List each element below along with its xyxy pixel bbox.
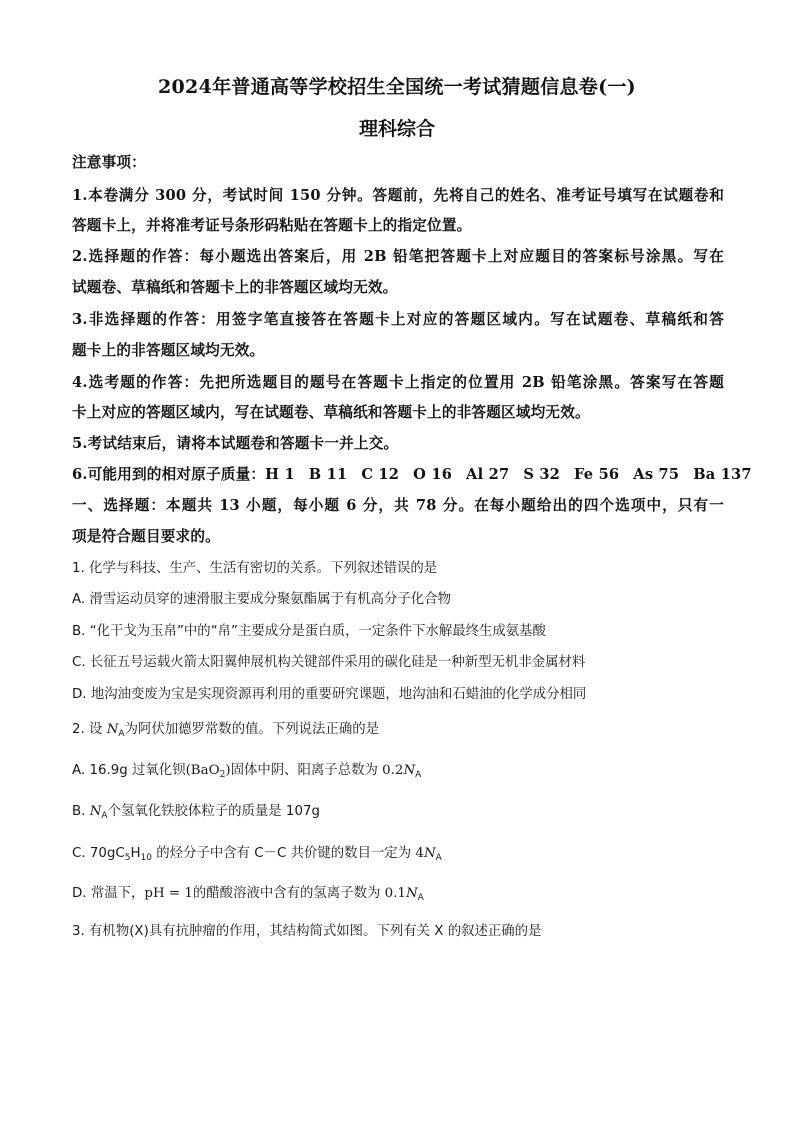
question-1-option-c: C. 长征五号运载火箭太阳翼伸展机构关键部件采用的碳化硅是一种新型无机非金属材料 — [72, 655, 586, 670]
option-a-text-2: 固体中阴、阳离子总数为 — [230, 763, 383, 778]
question-2-option-b — [72, 800, 724, 819]
atomic-mass-c: C 12 — [361, 466, 400, 483]
option-d-value: 0.1 — [384, 886, 406, 901]
question-1-option-b: B. “化干戈为玉帛”中的“帛”主要成分是蛋白质，一定条件下水解最终生成氨基酸 — [72, 624, 546, 639]
atomic-mass-as: As 75 — [633, 466, 680, 483]
bao2-formula-sub: 2 — [219, 770, 226, 780]
option-b-label: B. — [72, 804, 90, 819]
option-a-value: 0.2 — [382, 763, 404, 778]
question-3-stem: 3. 有机物(X)具有抗肿瘤的作用，其结构简式如图。下列有关 X 的叙述正确的是 — [72, 924, 542, 939]
question-2-number: 2. 设 — [72, 722, 107, 737]
atomic-mass-ba: Ba 137 — [693, 466, 752, 483]
option-c-hydrogen: H — [130, 846, 141, 861]
question-2-option-c — [72, 842, 724, 861]
option-c-carbon-subscript: 5 — [124, 853, 131, 863]
option-c-avogadro-symbol: N — [423, 846, 436, 861]
option-c-hydrogen-subscript: 10 — [140, 853, 153, 863]
option-a-avogadro-symbol: N — [403, 763, 416, 778]
atomic-mass-h: H 1 — [265, 466, 295, 483]
atomic-mass-al: Al 27 — [466, 466, 510, 483]
avogadro-subscript: A — [118, 729, 125, 739]
notice-item-2-line-2: 试题卷、草稿纸和答题卡上的非答题区域均无效。 — [72, 279, 398, 296]
option-c-text-2: 的烃分子中含有 C－C 共价键的数目一定为 — [152, 846, 416, 861]
option-d-avogadro-subscript: A — [417, 893, 424, 903]
section-1-line-1: 一、选择题：本题共 13 小题，每小题 6 分，共 78 分。在每小题给出的四个选项中，只有一 — [72, 497, 724, 514]
option-c-text-1: C. 70gC — [72, 846, 125, 861]
bao2-formula-main: (BaO — [185, 763, 220, 778]
notice-item-3-line-2: 题卡上的非答题区域均无效。 — [72, 342, 265, 359]
notice-item-4-line-2: 卡上对应的答题区域内，写在试题卷、草稿纸和答题卡上的非答题区域均无效。 — [72, 404, 590, 421]
option-c-value: 4 — [415, 846, 424, 861]
option-d-ph: pH = 1 — [144, 886, 193, 901]
option-d-text-1: D. 常温下， — [72, 886, 145, 901]
atomic-mass-o: O 16 — [413, 466, 453, 483]
option-b-avogadro-symbol: N — [89, 804, 102, 819]
option-d-avogadro-symbol: N — [405, 886, 418, 901]
avogadro-symbol: N — [106, 722, 119, 737]
question-1-option-a: A. 滑雪运动员穿的速滑服主要成分聚氨酯属于有机高分子化合物 — [72, 592, 451, 607]
notice-item-4-line-1: 4.选考题的作答：先把所选题目的题号在答题卡上指定的位置用 2B 铅笔涂黑。答案写在答题 — [72, 374, 724, 391]
question-2-option-d — [72, 882, 724, 901]
notice-item-1-line-2: 答题卡上，并将准考证号条形码粘贴在答题卡上的指定位置。 — [72, 217, 472, 234]
atomic-mass-s: S 32 — [523, 466, 561, 483]
notice-item-2-line-1: 2.选择题的作答：每小题选出答案后，用 2B 铅笔把答题卡上对应题目的答案标号涂黑。写在 — [72, 248, 724, 265]
question-1-option-d: D. 地沟油变废为宝是实现资源再利用的重要研究课题，地沟油和石蜡油的化学成分相同 — [72, 687, 587, 702]
bao2-formula — [186, 763, 231, 778]
exam-title: 2024年普通高等学校招生全国统一考试猜题信息卷(一) — [158, 76, 636, 98]
option-a-text-1: A. 16.9g 过氧化钡 — [72, 763, 186, 778]
option-d-text-2: 的醋酸溶液中含有的氢离子数为 — [192, 886, 385, 901]
notice-item-3-line-1: 3.非选择题的作答：用签字笔直接答在答题卡上对应的答题区域内。写在试题卷、草稿纸和答 — [72, 311, 724, 328]
atomic-mass-fe: Fe 56 — [574, 466, 620, 483]
question-2-stem — [72, 718, 724, 737]
bao2-formula-close: ) — [225, 763, 231, 778]
option-a-avogadro-subscript: A — [415, 770, 422, 780]
option-c-avogadro-subscript: A — [435, 853, 442, 863]
option-b-text: 个氢氧化铁胶体粒子的质量是 107g — [107, 804, 320, 819]
atomic-mass-b: B 11 — [308, 466, 348, 483]
notice-item-6 — [72, 463, 752, 484]
option-b-avogadro-subscript: A — [101, 811, 108, 821]
notice-item-1-line-1: 1.本卷满分 300 分，考试时间 150 分钟。答题前，先将自己的姓名、准考证号填写在试题卷和 — [72, 187, 724, 204]
section-1-line-2: 项是符合题目要求的。 — [72, 528, 220, 545]
question-2-stem-text: 为阿伏加德罗常数的值。下列说法正确的是 — [124, 722, 379, 737]
question-1-stem: 1. 化学与科技、生产、生活有密切的关系。下列叙述错误的是 — [72, 561, 438, 576]
notice-item-5: 5.考试结束后，请将本试题卷和答题卡一并上交。 — [72, 435, 399, 452]
exam-subtitle: 理科综合 — [358, 118, 435, 140]
notice-heading: 注意事项： — [72, 154, 146, 171]
question-2-option-a — [72, 759, 724, 778]
atomic-mass-label: 6.可能用到的相对原子质量： — [72, 466, 266, 483]
